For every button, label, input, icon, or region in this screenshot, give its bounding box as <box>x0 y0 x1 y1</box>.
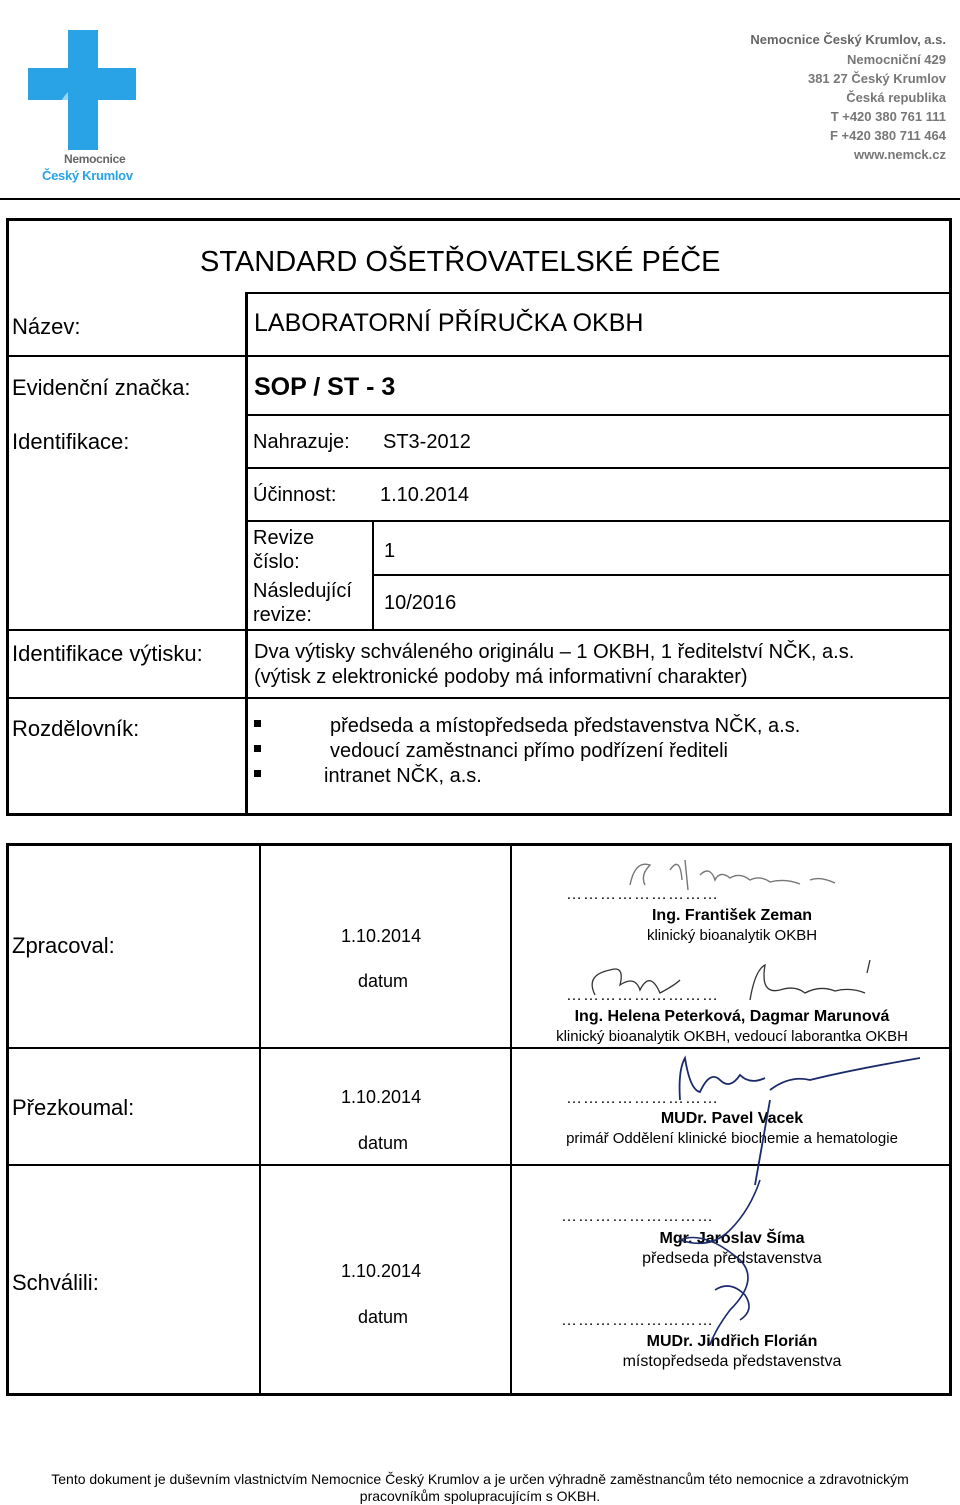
copy-label: Identifikace výtisku: <box>12 641 203 666</box>
signer-role: předseda představenstva <box>642 1250 822 1267</box>
address-company: Nemocnice Český Krumlov, a.s. <box>750 32 946 47</box>
prepared-label: Zpracoval: <box>12 933 115 958</box>
bullet-icon <box>254 720 261 727</box>
revision-label-1: Revize <box>253 527 315 549</box>
address-web: www.nemck.cz <box>854 147 946 162</box>
handwritten-signature-icon <box>610 850 870 900</box>
approved-date: 1.10.2014 <box>341 1261 422 1281</box>
address-fax: F +420 380 711 464 <box>829 128 946 143</box>
distribution-item: intranet NČK, a.s. <box>324 765 482 787</box>
title-label: Název: <box>12 314 81 339</box>
handwritten-signature-icon <box>580 955 900 1005</box>
bullet-icon <box>254 745 261 752</box>
approved-datum-label: datum <box>358 1307 409 1327</box>
distribution-item: vedoucí zaměstnanci přímo podřízení řediteli <box>330 740 728 762</box>
hospital-logo <box>20 30 140 190</box>
prepared-date: 1.10.2014 <box>341 926 422 946</box>
row-divider <box>245 292 952 294</box>
approved-label: Schválili: <box>12 1270 99 1295</box>
column-divider <box>245 292 248 814</box>
address-city: 381 27 Český Krumlov <box>807 71 946 86</box>
handwritten-signature-icon <box>610 1170 830 1350</box>
handwritten-signature-icon <box>660 1050 930 1190</box>
row-divider <box>6 629 952 631</box>
evidence-label: Evidenční značka: <box>12 375 191 400</box>
signer-name: MUDr. Pavel Vacek <box>660 1110 804 1127</box>
row-divider <box>372 574 952 576</box>
footer-line-1: Tento dokument je duševním vlastnictvím Nemocnice Český Krumlov a je určen výhradně zaměstnancům této nemocnice a zdravotnickým <box>51 1471 909 1487</box>
reviewed-date: 1.10.2014 <box>341 1087 422 1107</box>
footer-line-2: pracovníkům spolupracujícím s OKBH. <box>359 1488 601 1504</box>
copy-line-1: Dva výtisky schváleného originálu – 1 OKBH, 1 ředitelství NČK, a.s. <box>254 641 855 663</box>
prepared-datum-label: datum <box>358 971 409 991</box>
replaces-value: ST3-2012 <box>383 431 471 453</box>
reviewed-datum-label: datum <box>358 1133 409 1153</box>
signer-role: klinický bioanalytik OKBH, vedoucí laborantka OKBH <box>556 1028 908 1045</box>
signature-line: ……………………… <box>566 1090 719 1107</box>
reviewed-label: Přezkoumal: <box>12 1095 135 1120</box>
row-divider <box>6 697 952 699</box>
signer-name: Ing. František Zeman <box>651 907 813 924</box>
revision-value: 1 <box>384 540 396 562</box>
effective-value: 1.10.2014 <box>380 484 469 506</box>
row-divider <box>6 355 952 357</box>
signature-line: ……………………… <box>566 886 719 903</box>
logo-line-1: Nemocnice <box>64 152 126 166</box>
document-category: STANDARD OŠETŘOVATELSKÉ PÉČE <box>200 246 721 278</box>
address-phone: T +420 380 761 111 <box>830 109 946 124</box>
replaces-label: Nahrazuje: <box>253 431 350 453</box>
signer-name: MUDr. Jindřich Florián <box>646 1333 818 1350</box>
revision-label-2: číslo: <box>253 551 300 573</box>
column-divider <box>259 843 261 1396</box>
address-street: Nemocniční 429 <box>847 52 946 67</box>
medical-cross-icon <box>20 30 140 150</box>
copy-line-2: (výtisk z elektronické podoby má informativní charakter) <box>254 666 748 688</box>
document-title: LABORATORNÍ PŘÍRUČKA OKBH <box>254 309 644 337</box>
row-divider <box>245 467 952 469</box>
bullet-icon <box>254 770 261 777</box>
identification-label: Identifikace: <box>12 429 130 454</box>
next-revision-label-2: revize: <box>253 604 312 626</box>
next-revision-value: 10/2016 <box>384 592 457 614</box>
row-divider <box>245 414 952 416</box>
effective-label: Účinnost: <box>253 484 337 506</box>
next-revision-label-1: Následující <box>253 580 352 602</box>
row-divider <box>245 520 952 522</box>
signer-role: primář Oddělení klinické biochemie a hematologie <box>566 1130 898 1147</box>
address-country: Česká republika <box>846 90 946 105</box>
signer-role: klinický bioanalytik OKBH <box>646 927 818 944</box>
row-divider <box>6 1047 952 1049</box>
signer-name: Mgr. Jaroslav Šíma <box>659 1230 805 1247</box>
signer-role: místopředseda představenstva <box>622 1353 842 1370</box>
letterhead <box>0 0 960 200</box>
logo-line-2: Český Krumlov <box>42 168 133 183</box>
distribution-item: předseda a místopředseda představenstva NČK, a.s. <box>330 715 801 737</box>
signature-line: ……………………… <box>566 987 719 1004</box>
signer-name: Ing. Helena Peterková, Dagmar Marunová <box>574 1008 890 1025</box>
signature-line: ……………………… <box>561 1208 714 1225</box>
signature-line: ……………………… <box>561 1312 714 1329</box>
evidence-value: SOP / ST - 3 <box>254 373 396 401</box>
distribution-label: Rozdělovník: <box>12 716 140 741</box>
